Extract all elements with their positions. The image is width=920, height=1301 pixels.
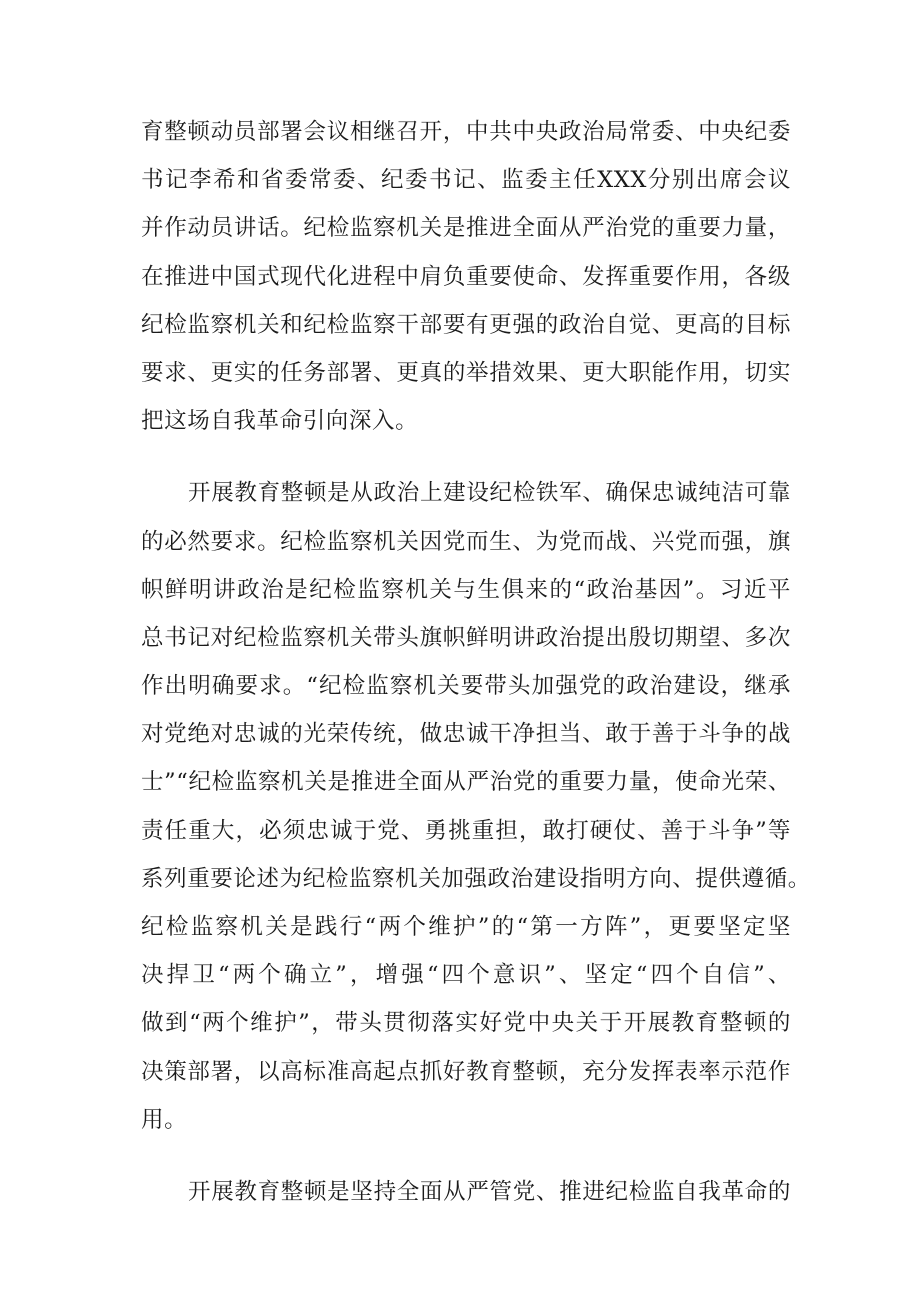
document-body bbox=[141, 108, 811, 1216]
paragraph-3 bbox=[141, 1168, 791, 1216]
paragraph-gap bbox=[141, 1144, 791, 1168]
text-line: 书记李希和省委常委、纪委书记、监委主任XXX分别出席会议 bbox=[141, 167, 791, 194]
text-line: 帜鲜明讲政治是纪检监察机关与生俱来的“政治基因”。习近平 bbox=[141, 576, 791, 603]
text-line: 育整顿动员部署会议相继召开，中共中央政治局常委、中央纪委 bbox=[141, 119, 791, 145]
text-line: 决捍卫“两个确立”，增强“四个意识”、坚定“四个自信”、 bbox=[141, 962, 791, 989]
text-line: 士”“纪检监察机关是推进全面从严治党的重要力量，使命光荣、 bbox=[141, 769, 791, 796]
text-line: 的必然要求。纪检监察机关因党而生、为党而战、兴党而强，旗 bbox=[141, 528, 791, 555]
text-line: 用。 bbox=[141, 1106, 188, 1133]
text-line: 并作动员讲话。纪检监察机关是推进全面从严治党的重要力量， bbox=[141, 215, 791, 242]
text-line: 做到“两个维护”，带头贯彻落实好党中央关于开展教育整顿的 bbox=[141, 1010, 791, 1037]
text-line: 要求、更实的任务部署、更真的举措效果、更大职能作用，切实 bbox=[141, 359, 791, 386]
text-line: 作出明确要求。“纪检监察机关要带头加强党的政治建设，继承 bbox=[141, 673, 791, 700]
text-line: 责任重大，必须忠诚于党、勇挑重担，敢打硬仗、善于斗争”等 bbox=[141, 817, 791, 844]
text-line: 在推进中国式现代化进程中肩负重要使命、发挥重要作用，各级 bbox=[141, 263, 791, 290]
text-line: 决策部署，以高标准高起点抓好教育整顿，充分发挥表率示范作 bbox=[141, 1058, 791, 1085]
text-line: 开展教育整顿是从政治上建设纪检铁军、确保忠诚纯洁可靠 bbox=[188, 480, 791, 507]
text-line: 对党绝对忠诚的光荣传统，做忠诚干净担当、敢于善于斗争的战 bbox=[141, 721, 791, 748]
text-line: 系列重要论述为纪检监察机关加强政治建设指明方向、提供遵循。 bbox=[141, 865, 811, 892]
text-line: 总书记对纪检监察机关带头旗帜鲜明讲政治提出殷切期望、多次 bbox=[141, 624, 791, 651]
paragraph-2 bbox=[141, 469, 811, 1144]
paragraph-1 bbox=[141, 108, 791, 445]
text-line: 纪检监察机关和纪检监察干部要有更强的政治自觉、更高的目标 bbox=[141, 311, 791, 338]
text-line: 纪检监察机关是践行“两个维护”的“第一方阵”，更要坚定坚 bbox=[141, 914, 791, 940]
text-line: 把这场自我革命引向深入。 bbox=[141, 408, 419, 435]
text-line: 开展教育整顿是坚持全面从严管党、推进纪检监自我革命的 bbox=[188, 1178, 791, 1205]
paragraph-gap bbox=[141, 445, 791, 469]
